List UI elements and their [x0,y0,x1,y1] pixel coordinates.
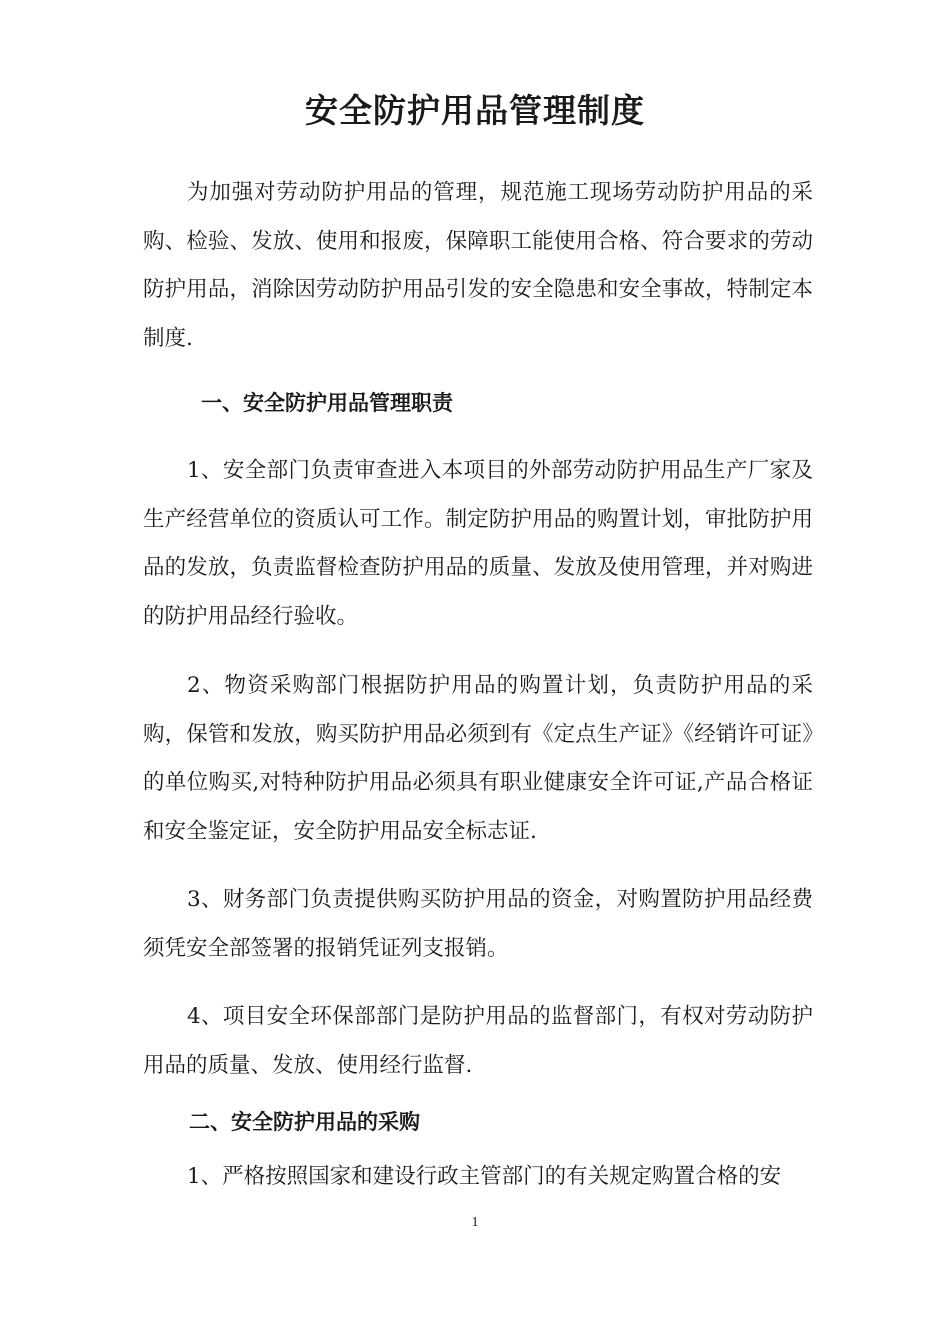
section-heading-procurement: 二、安全防护用品的采购 [189,1110,420,1134]
procurement-item-1: 1、严格按照国家和建设行政主管部门的有关规定购置合格的安 [187,1164,782,1189]
section-heading-responsibilities: 一、安全防护用品管理职责 [201,391,453,415]
responsibility-item-1: 1、安全部门负责审查进入本项目的外部劳动防护用品生产厂家及生产经营单位的资质认可工作。制定防护用品的购置计划，审批防护用品的发放，负责监督检查防护用品的质量、发放及使用管理，并对购进的防护用品经行验收。 [143,458,813,629]
responsibility-item-3: 3、财务部门负责提供购买防护用品的资金，对购置防护用品经费须凭安全部签署的报销凭证列支报销。 [143,887,813,961]
document-title: 安全防护用品管理制度 [305,91,645,130]
responsibility-item-2: 2、物资采购部门根据防护用品的购置计划，负责防护用品的采购，保管和发放，购买防护用品必须到有《定点生产证》《经销许可证》的单位购买,对特种防护用品必须具有职业健康安全许可证,产品合格证和安全鉴定证，安全防护用品安全标志证. [143,673,813,844]
page-number: 1 [471,1215,479,1230]
responsibility-item-4: 4、项目安全环保部部门是防护用品的监督部门，有权对劳动防护用品的质量、发放、使用经行监督. [143,1004,813,1078]
intro-paragraph: 为加强对劳动防护用品的管理，规范施工现场劳动防护用品的采购、检验、发放、使用和报废，保障职工能使用合格、符合要求的劳动防护用品，消除因劳动防护用品引发的安全隐患和安全事故，特制定本制度. [143,180,813,351]
